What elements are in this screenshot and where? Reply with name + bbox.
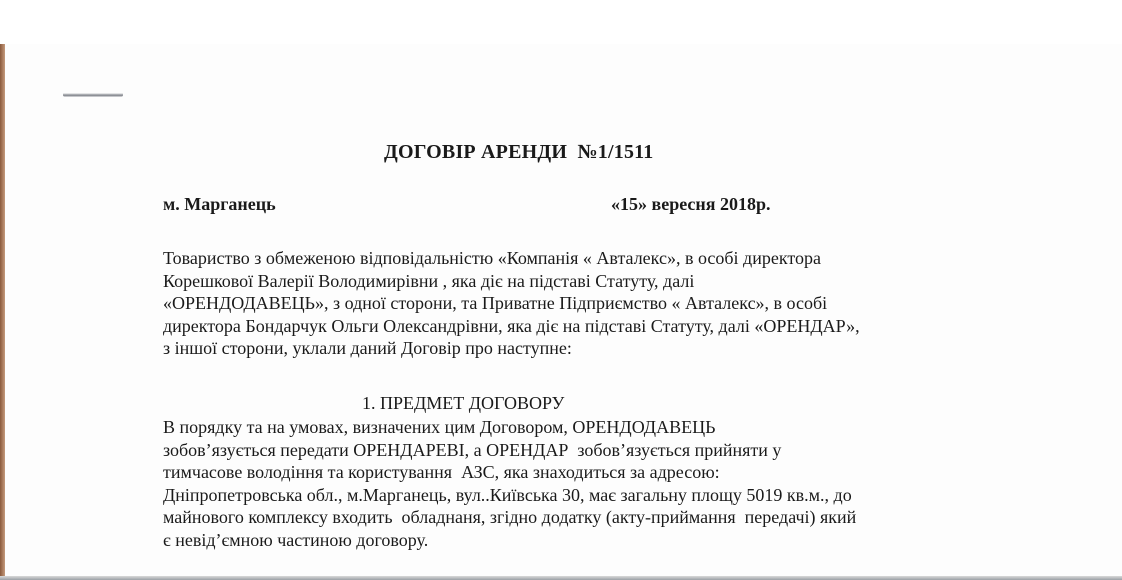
document-city: м. Марганець [163,194,276,214]
section-1-line: є невід’ємною частиною договору. [163,529,429,550]
intro-line: «ОРЕНДОДАВЕЦЬ», з одної сторони, та Приватне Підприємство « Авталекс», в особі [163,293,828,314]
section-1-heading: 1. ПРЕДМЕТ ДОГОВОРУ [362,393,565,413]
intro-line: директора Бондарчук Ольги Олександрівни, яка діє на підставі Статуту, далі «ОРЕНДАР», [163,315,860,336]
section-1-line: майнового комплексу входить обладнаня, згідно додатку (акту-приймання передачі) який [163,507,857,528]
staple-icon [62,92,124,98]
section-1-line: Дніпропетровська обл., м.Марганець, вул..Київська 30, має загальну площу 5019 кв.м., до [163,484,852,505]
scan-top-margin [0,0,1122,44]
scan-bottom-edge [0,576,1122,580]
scan-left-edge [0,44,5,580]
intro-line: Корешкової Валерії Володимирівни , яка діє на підставі Статуту, далі [163,270,695,291]
section-1-body [163,416,1003,552]
document-date: «15» вересня 2018р. [611,194,771,214]
section-1-line: тимчасове володіння та користування АЗС, яка знаходиться за адресою: [163,462,720,483]
document-title: ДОГОВІР АРЕНДИ №1/1511 [384,141,654,163]
section-1-line: В порядку та на умовах, визначених цим Договором, ОРЕНДОДАВЕЦЬ [163,417,716,437]
intro-paragraph [163,247,993,360]
section-1-line: зобов’язується передати ОРЕНДАРЕВІ, а ОРЕНДАР зобов’язується прийняти у [163,439,782,460]
intro-line: Товариство з обмеженою відповідальністю «Компанія « Авталекс», в особі директора [163,248,821,268]
intro-line: з іншої сторони, уклали даний Договір про наступне: [163,338,572,359]
